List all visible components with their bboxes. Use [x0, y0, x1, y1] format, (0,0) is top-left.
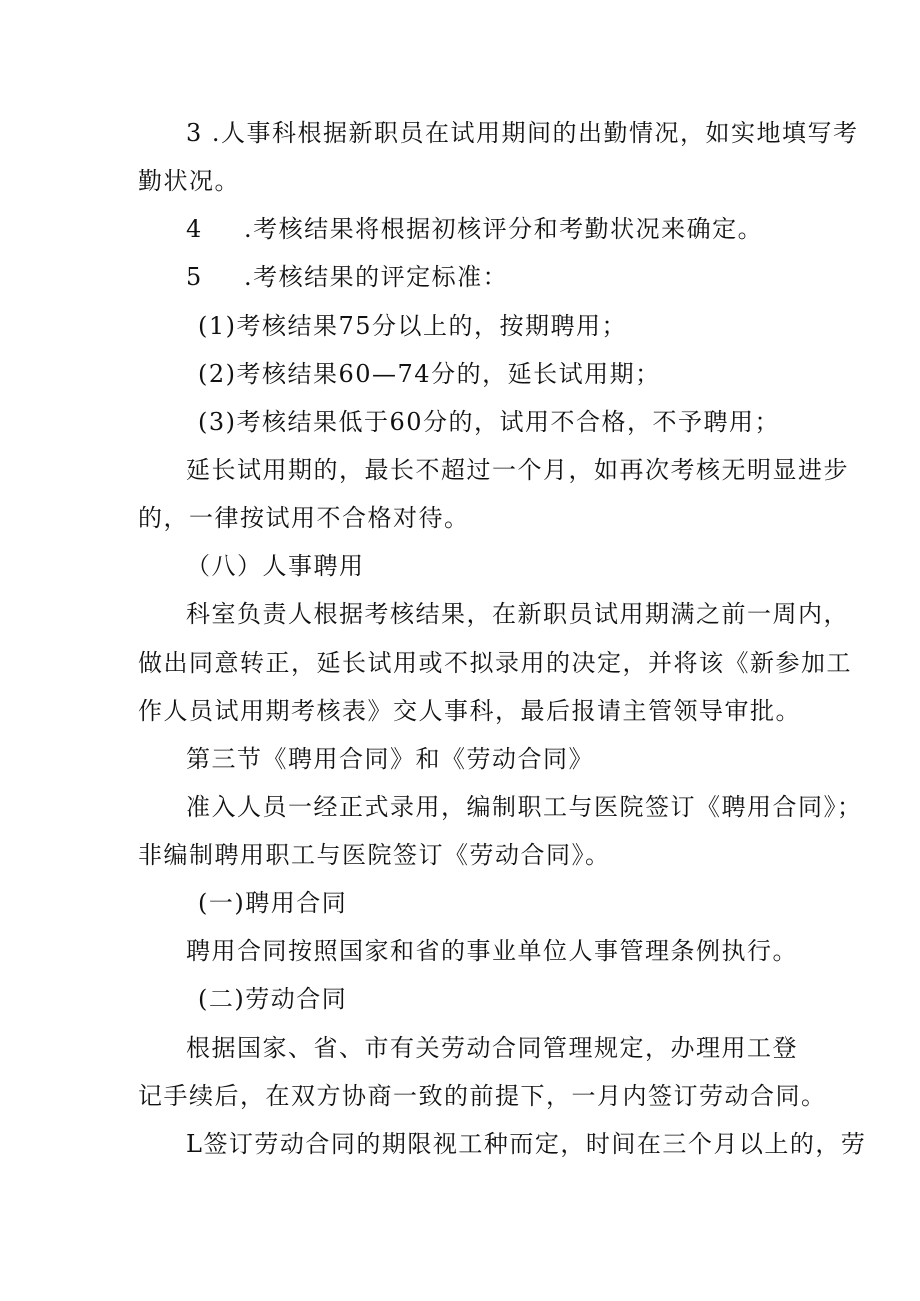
subsection-heading: (一)聘用合同 [198, 889, 348, 917]
paragraph-line: 的，一律按试用不合格对待。 [138, 504, 470, 532]
criteria-item: (3)考核结果低于60分的，试用不合格，不予聘用； [198, 408, 781, 436]
criteria-item: (1)考核结果75分以上的，按期聘用； [198, 312, 628, 340]
section-heading: （八）人事聘用 [186, 552, 365, 580]
paragraph-line: 聘用合同按照国家和省的事业单位人事管理条例执行。 [186, 937, 798, 965]
paragraph-line: L签订劳动合同的期限视工种而定，时间在三个月以上的，劳 [186, 1130, 867, 1158]
criteria-item: (2)考核结果60—74分的，延长试用期； [198, 360, 661, 388]
paragraph-line: 作人员试用期考核表》交人事科，最后报请主管领导审批。 [138, 697, 801, 725]
list-text: .考核结果的评定标准： [244, 263, 509, 291]
paragraph-line: 延长试用期的，最长不超过一个月，如再次考核无明显进步 [186, 456, 849, 484]
list-item [186, 213, 763, 245]
paragraph-line: 科室负责人根据考核结果，在新职员试用期满之前一周内， [186, 600, 849, 628]
subsection-heading: (二)劳动合同 [198, 985, 348, 1013]
list-number: 4 [186, 215, 203, 243]
list-number: 5 [186, 263, 203, 291]
list-text: .考核结果将根据初核评分和考勤状况来确定。 [244, 215, 764, 243]
chapter-section-title: 第三节《聘用合同》和《劳动合同》 [186, 745, 594, 773]
list-item [186, 261, 508, 293]
paragraph-line: 根据国家、省、市有关劳动合同管理规定，办理用工登 [186, 1034, 798, 1062]
paragraph-line: 做出同意转正，延长试用或不拟录用的决定，并将该《新参加工 [138, 649, 852, 677]
paragraph-line: 记手续后，在双方协商一致的前提下，一月内签订劳动合同。 [138, 1082, 827, 1110]
paragraph-line: 非编制聘用职工与医院签订《劳动合同》。 [138, 841, 611, 869]
paragraph-line: 准入人员一经正式录用，编制职工与医院签订《聘用合同》； [186, 793, 863, 821]
paragraph-line: 3 .人事科根据新职员在试用期间的出勤情况，如实地填写考 [186, 119, 859, 147]
paragraph-line: 勤状况。 [138, 167, 240, 195]
